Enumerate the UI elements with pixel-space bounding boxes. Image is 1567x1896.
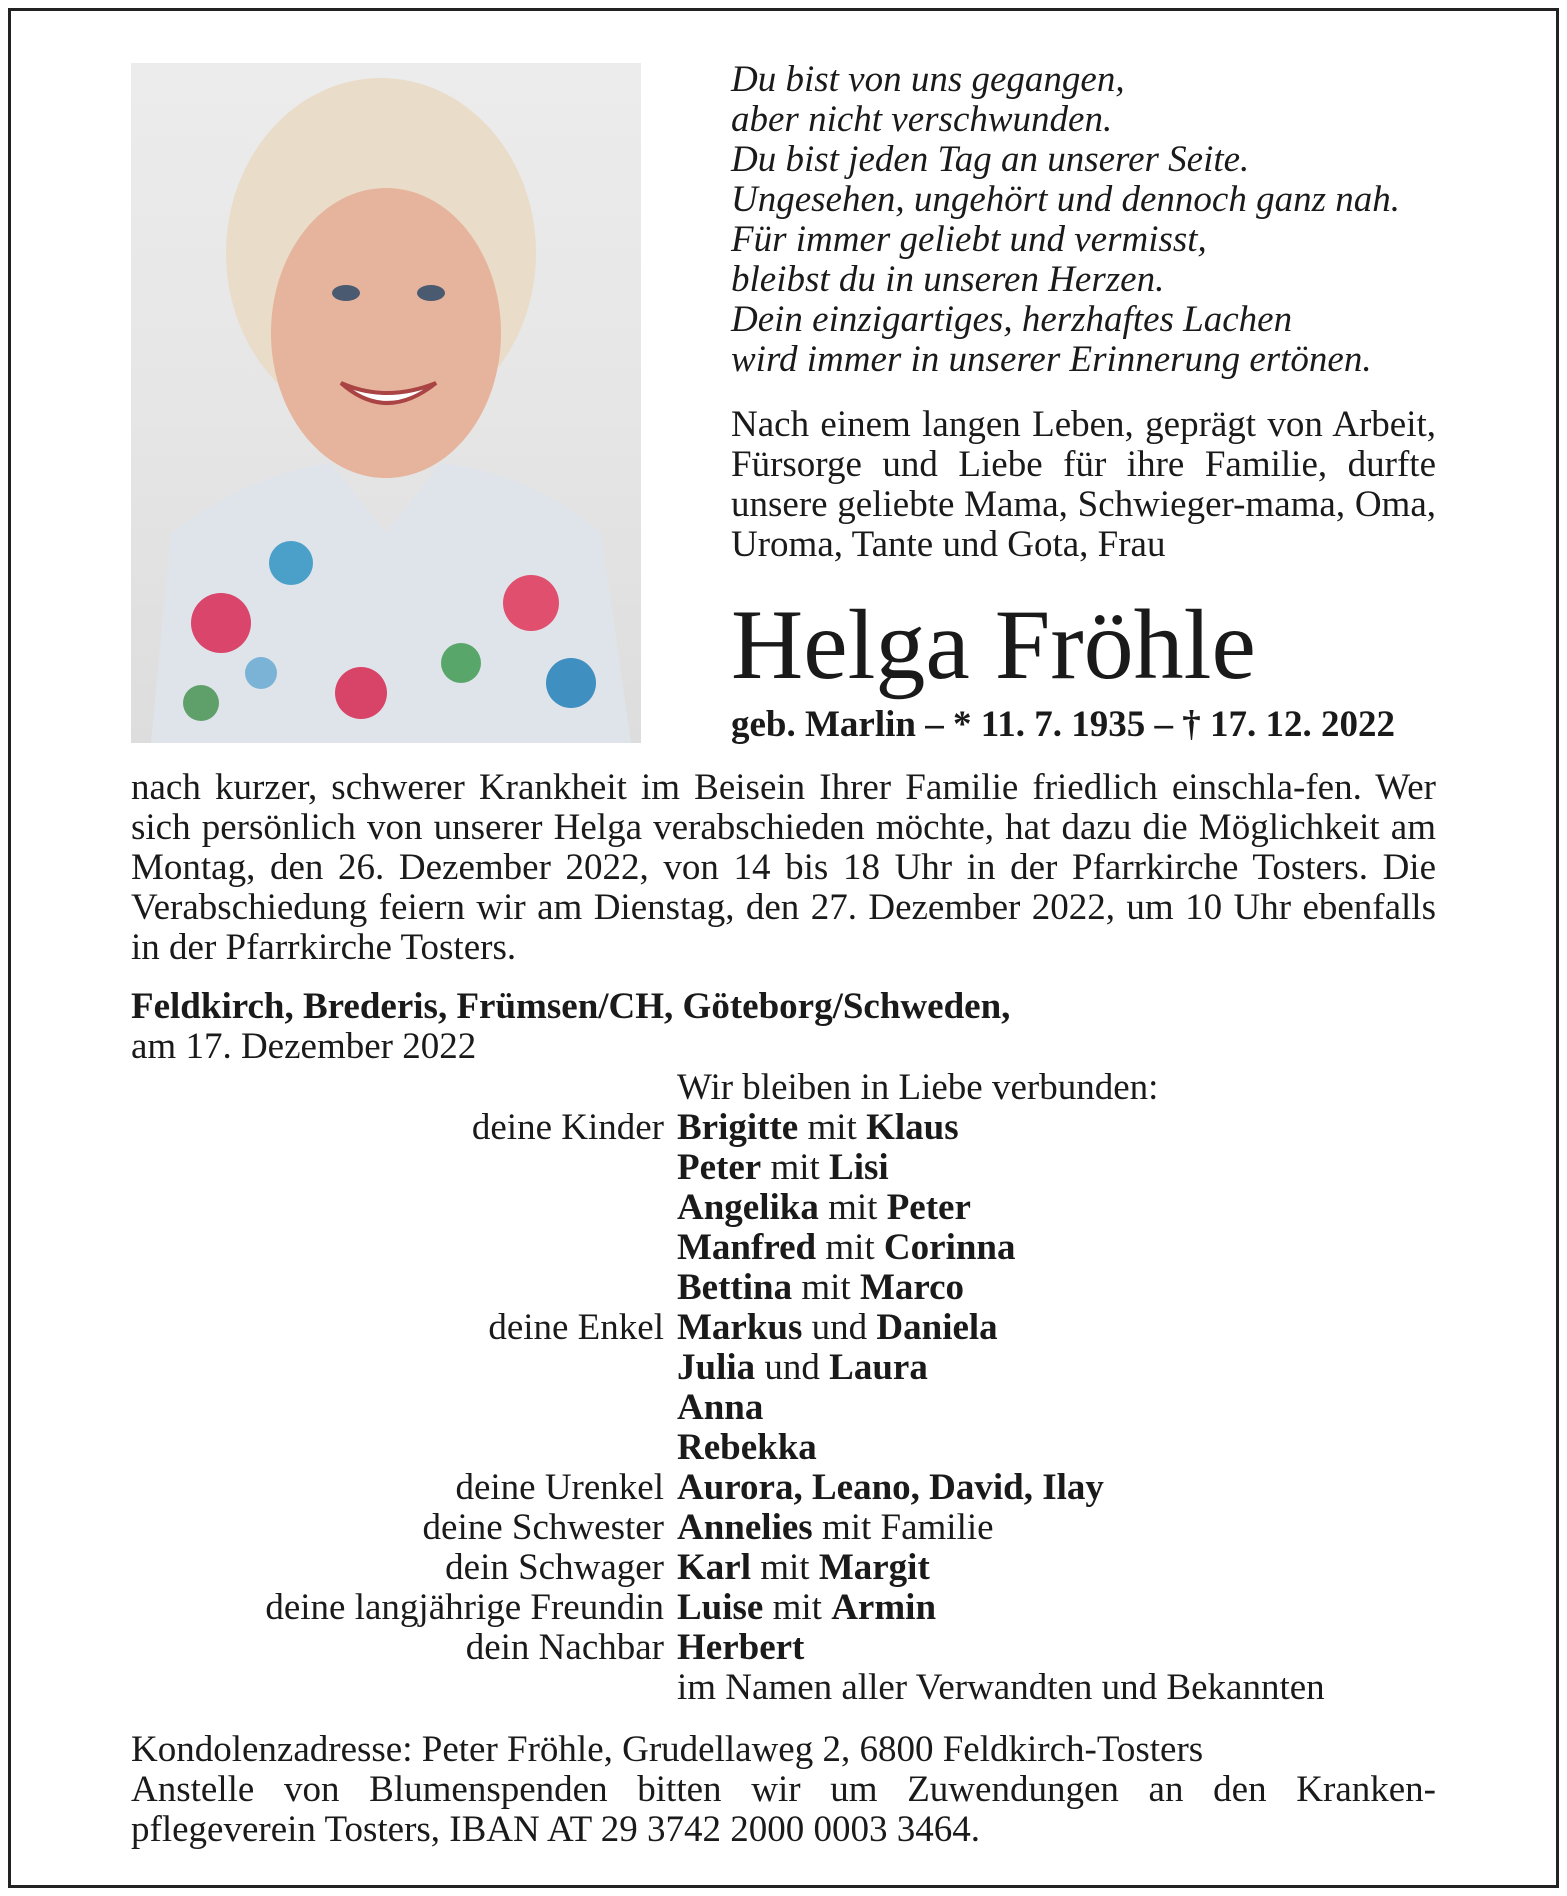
- family-list: [131, 1108, 1481, 1708]
- relative-partner: Corinna: [883, 1227, 1016, 1268]
- connector: und: [755, 1347, 830, 1388]
- relative-name: Manfred: [677, 1227, 817, 1268]
- poem-line: wird immer in unserer Erinnerung ertönen.: [731, 339, 1372, 380]
- family-row: [131, 1508, 1481, 1548]
- poem-line: aber nicht verschwunden.: [731, 99, 1113, 140]
- family-row: [131, 1468, 1481, 1508]
- birth-death-dates: geb. Marlin – * 11. 7. 1935 – † 17. 12. 2022: [731, 704, 1395, 745]
- relative-name: Peter: [677, 1147, 762, 1188]
- relatives: [677, 1588, 936, 1628]
- relative-name: Karl: [677, 1547, 751, 1588]
- relation-label: [131, 1388, 677, 1428]
- relatives: [677, 1228, 1016, 1268]
- places-and-date: [131, 987, 1431, 1067]
- condolence-address: Kondolenzadresse: Peter Fröhle, Grudellaweg 2, 6800 Feldkirch-Tosters: [131, 1729, 1204, 1770]
- relative-partner: Klaus: [866, 1107, 959, 1148]
- relation-label: deine Kinder: [471, 1107, 664, 1148]
- relatives: [677, 1148, 889, 1188]
- poem-line: Dein einzigartiges, herzhaftes Lachen: [731, 299, 1293, 340]
- connector: und: [802, 1307, 877, 1348]
- relation-label: deine Urenkel: [455, 1467, 664, 1508]
- relation-label: dein Nachbar: [465, 1627, 664, 1668]
- connector: mit: [761, 1147, 830, 1188]
- family-row: [131, 1388, 1481, 1428]
- relative-name: Aurora, Leano, David, Ilay: [677, 1467, 1104, 1508]
- relation-label: [131, 1188, 677, 1228]
- place-date: am 17. Dezember 2022: [131, 1026, 477, 1067]
- poem-line: Du bist jeden Tag an unserer Seite.: [731, 139, 1250, 180]
- family-row: [131, 1308, 1481, 1348]
- connector: mit: [763, 1587, 832, 1628]
- relation-label: deine Enkel: [488, 1307, 664, 1348]
- family-intro: Wir bleiben in Liebe verbunden:: [677, 1067, 1159, 1108]
- relative-partner: Peter: [886, 1187, 971, 1228]
- family-row: [131, 1628, 1481, 1668]
- connector: mit: [816, 1227, 884, 1268]
- connector: mit: [798, 1107, 867, 1148]
- relative-name: Anna: [677, 1387, 764, 1428]
- family-row: [131, 1148, 1481, 1188]
- relatives: [677, 1548, 930, 1588]
- relatives: [677, 1628, 804, 1668]
- poem-line: Ungesehen, ungehört und dennoch ganz nah.: [731, 179, 1400, 220]
- relative-name: Annelies: [677, 1507, 813, 1548]
- relation-label: [131, 1228, 677, 1268]
- relative-name: Brigitte: [677, 1107, 799, 1148]
- connector: mit: [750, 1547, 819, 1588]
- family-row: [131, 1428, 1481, 1468]
- portrait-photo: [131, 63, 641, 743]
- relative-partner: Laura: [829, 1347, 928, 1388]
- family-row: [131, 1108, 1481, 1148]
- relation-label: deine langjährige Freundin: [265, 1587, 664, 1628]
- family-row: [131, 1588, 1481, 1628]
- family-row: [131, 1668, 1481, 1708]
- relative-partner: Armin: [831, 1587, 937, 1628]
- family-row: [131, 1268, 1481, 1308]
- relation-label: [131, 1428, 677, 1468]
- family-row: [131, 1188, 1481, 1228]
- deceased-name: Helga Fröhle: [731, 589, 1256, 700]
- relatives: [677, 1468, 1104, 1508]
- relatives: [677, 1388, 763, 1428]
- family-row: [131, 1228, 1481, 1268]
- poem-line: bleibst du in unseren Herzen.: [731, 259, 1165, 300]
- family-row: [131, 1548, 1481, 1588]
- relatives: [677, 1188, 971, 1228]
- relation-label: [131, 1148, 677, 1188]
- connector: mit: [792, 1267, 860, 1308]
- connector: im Namen aller Verwandten und Bekannten: [677, 1667, 1325, 1708]
- relation-label: [131, 1268, 677, 1308]
- family-row: [131, 1348, 1481, 1388]
- relatives: [677, 1428, 817, 1468]
- places: Feldkirch, Brederis, Frümsen/CH, Göteborg/Schweden,: [131, 986, 1011, 1027]
- relative-name: Julia: [677, 1347, 756, 1388]
- poem-line: Du bist von uns gegangen,: [731, 59, 1125, 100]
- relation-label: dein Schwager: [445, 1547, 664, 1588]
- body-paragraph: nach kurzer, schwerer Krankheit im Beisein Ihrer Familie friedlich einschla-fen. Wer sich persönlich von unserer Helga verabschieden möchte, hat dazu die Möglichkeit am Montag, den 26. Dezember 2022, von 14 bis 18 Uhr in der Pfarrkirche Tosters. Die Verabschiedung feiern wir am Dienstag, den 27. Dezember 2022, um 10 Uhr ebenfalls in der Pfarrkirche Tosters.: [131, 767, 1436, 968]
- relative-name: Luise: [677, 1587, 764, 1628]
- poem: [731, 60, 1471, 380]
- relative-name: Rebekka: [677, 1427, 817, 1468]
- relation-label: [131, 1668, 677, 1708]
- connector: mit: [818, 1187, 887, 1228]
- poem-line: Für immer geliebt und vermisst,: [731, 219, 1207, 260]
- relatives: [677, 1668, 1325, 1708]
- intro-paragraph: Nach einem langen Leben, geprägt von Arbeit, Fürsorge und Liebe für ihre Familie, durfte unsere geliebte Mama, Schwieger-mama, Oma, Uroma, Tante und Gota, Frau: [731, 404, 1436, 565]
- relative-partner: Marco: [859, 1267, 965, 1308]
- connector: mit Familie: [812, 1507, 994, 1548]
- relation-label: [131, 1348, 677, 1388]
- relative-name: Angelika: [677, 1187, 819, 1228]
- relatives: [677, 1508, 994, 1548]
- relatives: [677, 1268, 964, 1308]
- donation-note: Anstelle von Blumenspenden bitten wir um Zuwendungen an den Kranken-pflegeverein Tosters, IBAN AT 29 3742 2000 0003 3464.: [131, 1769, 1436, 1850]
- relation-label: deine Schwester: [422, 1507, 664, 1548]
- relatives: [677, 1348, 928, 1388]
- relative-name: Markus: [677, 1307, 803, 1348]
- relative-partner: Lisi: [829, 1147, 889, 1188]
- relative-name: Herbert: [677, 1627, 805, 1668]
- footer: [131, 1730, 1436, 1850]
- relative-partner: Daniela: [876, 1307, 998, 1348]
- relative-name: Bettina: [677, 1267, 793, 1308]
- relative-partner: Margit: [818, 1547, 930, 1588]
- relatives: [677, 1308, 998, 1348]
- relatives: [677, 1108, 959, 1148]
